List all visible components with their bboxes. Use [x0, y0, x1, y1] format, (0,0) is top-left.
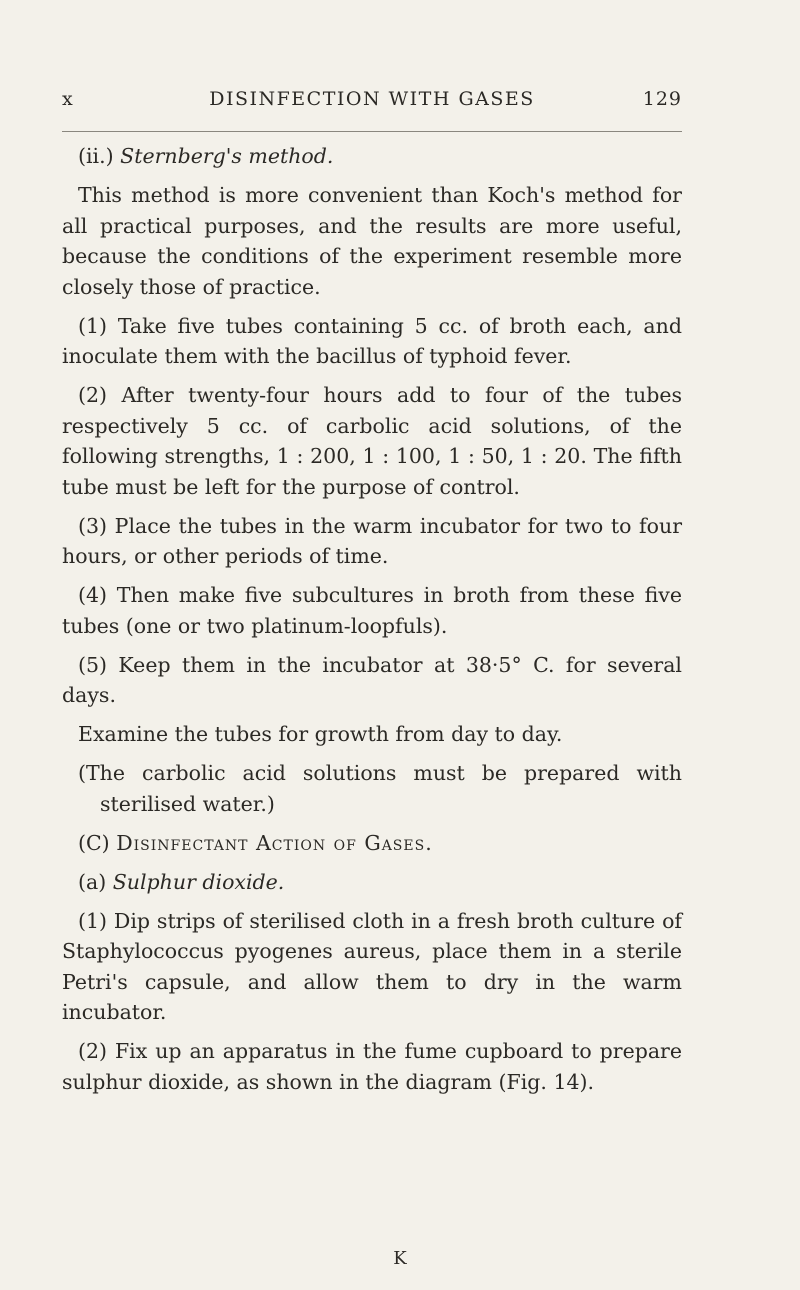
section-c-label: (C): [78, 830, 110, 855]
section-ii-label: (ii.): [78, 144, 114, 168]
signature-mark: K: [393, 1248, 407, 1269]
intro-paragraph: This method is more convenient than Koch's method for all practical purposes, and the results are more useful, because the conditions of the experiment resemble more closely those of practice.: [62, 183, 682, 299]
section-a-label: (a): [78, 869, 107, 894]
header-rule: [62, 131, 682, 132]
gas-step-1: (1) Dip strips of sterilised cloth in a fresh broth culture of Staphylococcus pyogenes aureus, place them in a sterile Petri's capsule, and allow them to dry in the warm incubator.: [62, 908, 682, 1024]
page-body: [62, 141, 682, 1106]
gas-step-2: (2) Fix up an apparatus in the fume cupboard to prepare sulphur dioxide, as shown in the diagram (Fig. 14).: [62, 1039, 682, 1094]
section-a-title: Sulphur dioxide.: [112, 869, 285, 894]
running-header: [62, 88, 682, 118]
step-3: (3) Place the tubes in the warm incubator for two to four hours, or other periods of time.: [62, 513, 682, 568]
step-5: (5) Keep them in the incubator at 38·5° C. for several days.: [62, 652, 682, 707]
section-ii-title: Sternberg's method.: [120, 144, 334, 168]
section-c-heading: [62, 828, 682, 859]
section-c-title: Disinfectant Action of Gases.: [116, 830, 433, 855]
step-1: (1) Take five tubes containing 5 cc. of broth each, and inoculate them with the bacillus of typhoid fever.: [62, 313, 682, 368]
section-a-heading: [62, 867, 682, 898]
chapter-mark: x: [62, 88, 74, 110]
page-number: 129: [642, 88, 682, 110]
step-4: (4) Then make five subcultures in broth from these five tubes (one or two platinum-loopfuls).: [62, 583, 682, 638]
note-paragraph: (The carbolic acid solutions must be prepared with sterilised water.): [78, 761, 682, 816]
step-2: (2) After twenty-four hours add to four of the tubes respectively 5 cc. of carbolic acid solutions, of the following strengths, 1 : 200, 1 : 100, 1 : 50, 1 : 20. The fifth tube must be left for the purpose of control.: [62, 383, 682, 499]
section-ii-heading: [62, 141, 682, 172]
running-title: DISINFECTION WITH GASES: [209, 88, 535, 110]
examine-paragraph: Examine the tubes for growth from day to day.: [78, 722, 563, 746]
